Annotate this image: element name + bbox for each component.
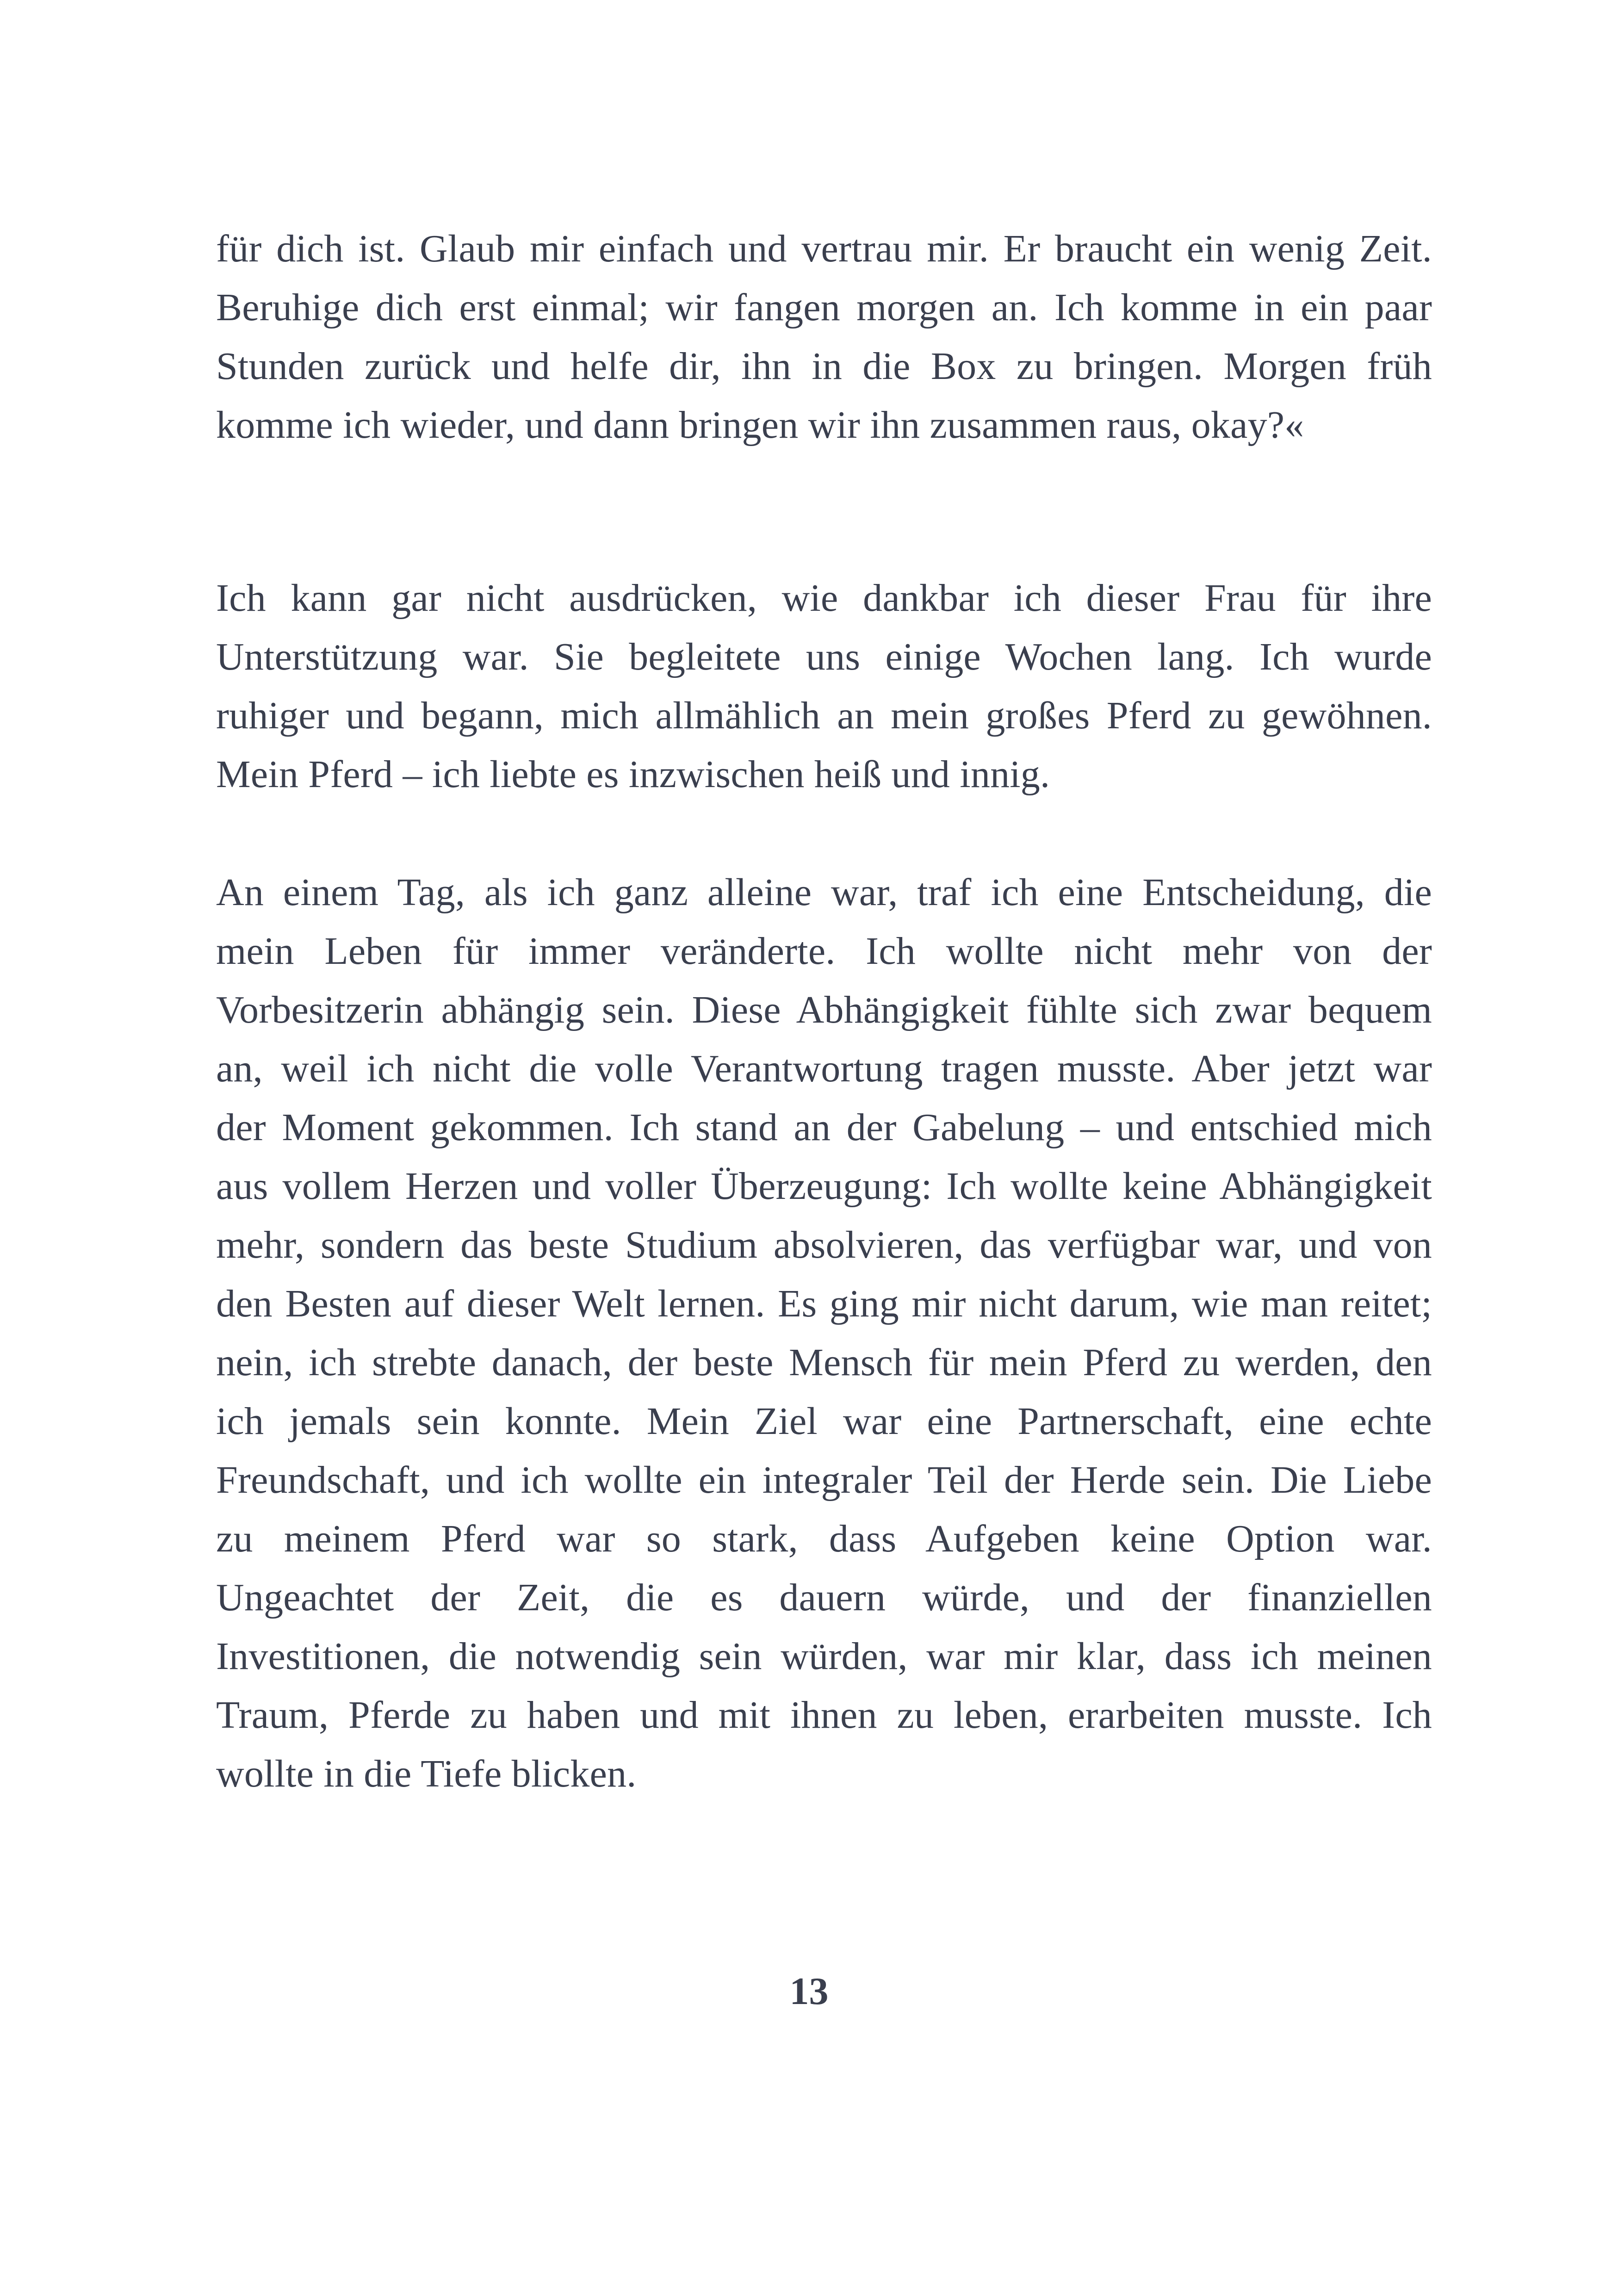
text-line: den Besten auf dieser Welt lernen. Es ging mir nicht darum, wie man reitet; [216,1282,1432,1325]
text-line: ich jemals sein konnte. Mein Ziel war eine Partnerschaft, eine echte [216,1400,1432,1443]
text-line: Investitionen, die notwendig sein würden, war mir klar, dass ich meinen [216,1635,1432,1678]
text-line: An einem Tag, als ich ganz alleine war, traf ich eine Entscheidung, die [216,871,1432,914]
text-line: Ungeachtet der Zeit, die es dauern würde, und der finanziellen [216,1576,1432,1619]
paragraph-2 [216,569,1432,804]
text-line: für dich ist. Glaub mir einfach und vertrau mir. Er braucht ein wenig Zeit. [216,227,1432,270]
text-line: komme ich wieder, und dann bringen wir ihn zusammen raus, okay?« [216,403,1304,447]
text-line: der Moment gekommen. Ich stand an der Gabelung – und entschied mich [216,1106,1432,1149]
paragraph-3 [216,863,1432,1803]
paragraph-1 [216,219,1432,454]
text-line: Freundschaft, und ich wollte ein integraler Teil der Herde sein. Die Liebe [216,1458,1432,1502]
text-line: Ich kann gar nicht ausdrücken, wie dankbar ich dieser Frau für ihre [216,577,1432,620]
text-line: Mein Pferd – ich liebte es inzwischen heiß und innig. [216,753,1050,796]
page-number: 13 [789,1970,829,2013]
text-line: mein Leben für immer veränderte. Ich wollte nicht mehr von der [216,930,1432,973]
text-line: Traum, Pferde zu haben und mit ihnen zu leben, erarbeiten musste. Ich [216,1694,1432,1737]
text-line: wollte in die Tiefe blicken. [216,1752,637,1795]
text-line: Beruhige dich erst einmal; wir fangen morgen an. Ich komme in ein paar [216,286,1432,329]
text-line: nein, ich strebte danach, der beste Mensch für mein Pferd zu werden, den [216,1341,1432,1384]
text-line: ruhiger und begann, mich allmählich an mein großes Pferd zu gewöhnen. [216,694,1432,737]
text-line: mehr, sondern das beste Studium absolvieren, das verfügbar war, und von [216,1223,1432,1266]
text-line: Unterstützung war. Sie begleitete uns einige Wochen lang. Ich wurde [216,635,1432,678]
text-line: zu meinem Pferd war so stark, dass Aufgeben keine Option war. [216,1517,1432,1560]
text-line: an, weil ich nicht die volle Verantwortung tragen musste. Aber jetzt war [216,1047,1432,1090]
text-line: Vorbesitzerin abhängig sein. Diese Abhängigkeit fühlte sich zwar bequem [216,988,1432,1031]
text-line: Stunden zurück und helfe dir, ihn in die Box zu bringen. Morgen früh [216,345,1432,388]
text-line: aus vollem Herzen und voller Überzeugung: Ich wollte keine Abhängigkeit [216,1165,1432,1208]
